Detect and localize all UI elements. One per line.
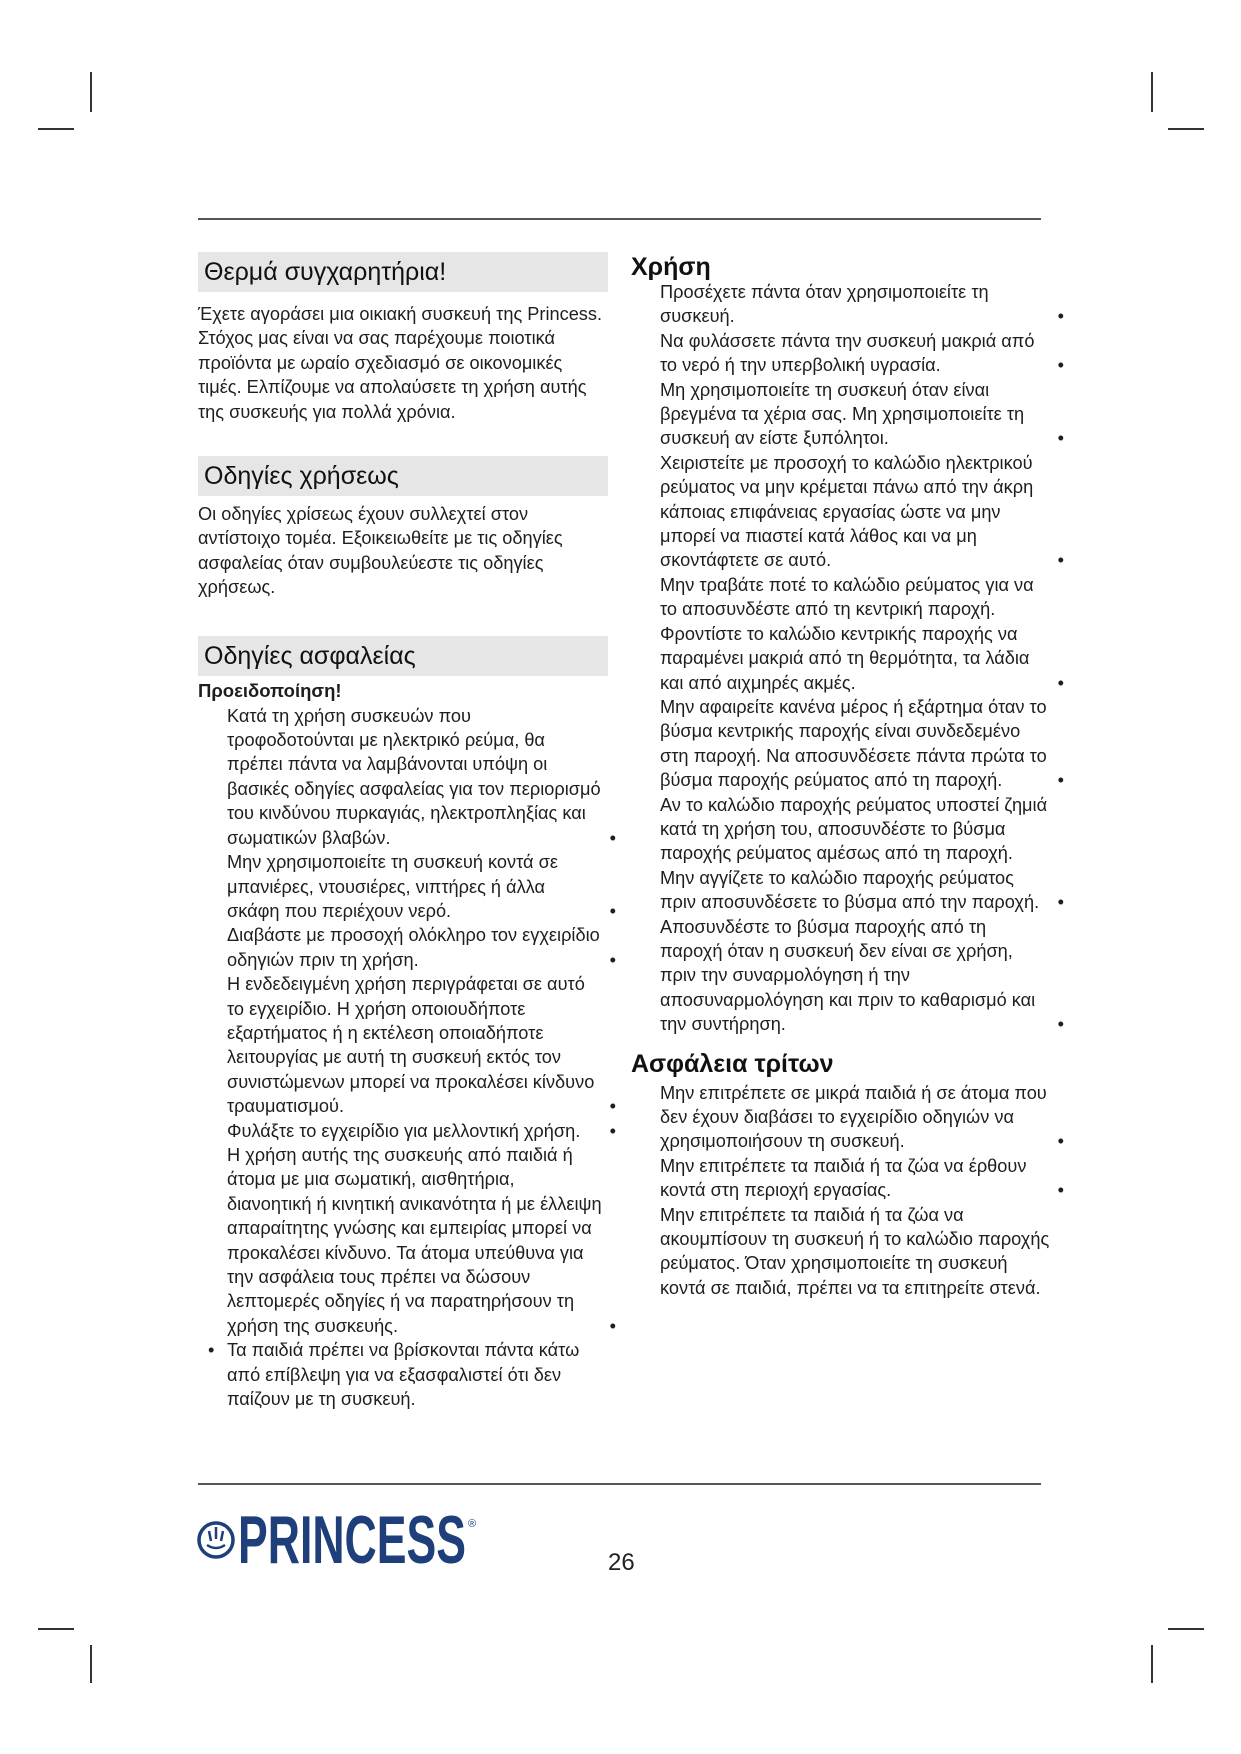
third-party-section <box>631 1049 1064 1301</box>
use-list <box>631 280 1064 1037</box>
bullet-icon: • <box>208 1340 215 1361</box>
bottom-rule <box>198 1483 1041 1485</box>
list-item: Μην επιτρέπετε σε μικρά παιδιά ή σε άτομα που δεν έχουν διαβάσει το εγχειρίδιο οδηγιών να χρησιμοποιήσουν τη συσκευή. • <box>631 1081 1056 1154</box>
registered-mark: ® <box>468 1518 477 1530</box>
bullet-icon: • <box>1057 355 1064 376</box>
list-item: Η χρήση αυτής της συσκευής από παιδιά ή άτομα με μια σωματική, αισθητήρια, διανοητική ή κινητική ανικανότητα ή με έλλειψη απαραίτητης γνώσης και εμπειρίας μπορεί να προκαλέσει κίνδυνο. Τα άτομα υπεύθυνα για την ασφάλεια τους πρέπει να δώσουν λεπτομερές οδηγίες ή να παρατηρήσουν τη χρήση της συσκευής. • <box>198 1143 608 1338</box>
bullet-icon: • <box>609 1120 616 1141</box>
list-item: Μην επιτρέπετε τα παιδιά ή τα ζώα να έρθουν κοντά στη περιοχή εργασίας. • <box>631 1154 1056 1203</box>
list-item: Αν το καλώδιο παροχής ρεύματος υποστεί ζημιά κατά τη χρήση του, αποσυνδέστε το βύσμα παροχής ρεύματος αμέσως από τη παροχή. Μην αγγίζετε το καλώδιο παροχής ρεύματος πριν αποσυνδέσετε το βύσμα από την παροχή. • <box>631 793 1056 915</box>
crest-icon <box>199 1523 233 1557</box>
bullet-icon: • <box>1057 428 1064 449</box>
list-item: Μην αφαιρείτε κανένα μέρος ή εξάρτημα όταν το βύσμα κεντρικής παροχής είναι συνδεδεμένο στη παροχή. Να αποσυνδέσετε πάντα πρώτα το βύσμα παροχής ρεύματος από τη παροχή. • <box>631 695 1056 793</box>
bullet-icon: • <box>1057 550 1064 571</box>
crop-mark <box>1168 128 1204 130</box>
crop-mark <box>90 1645 92 1683</box>
bullet-icon: • <box>1057 1131 1064 1152</box>
bullet-icon: • <box>609 949 616 970</box>
bullet-icon: • <box>609 1096 616 1117</box>
bullet-icon: • <box>1057 306 1064 327</box>
brand-name: PRINCESS <box>238 1505 466 1575</box>
list-item: Φυλάξτε το εγχειρίδιο για μελλοντική χρήση. • <box>198 1119 608 1143</box>
instructions-section <box>198 456 608 600</box>
welcome-text: Έχετε αγοράσει μια οικιακή συσκευή της Princess. Στόχος μας είναι να σας παρέχουμε ποιοτικά προϊόντα με ωραίο σχεδιασμό σε οικονομικές τιμές. Ελπίζουμε να απολαύσετε τη χρήση αυτής της συσκευής για πολλά χρόνια. <box>198 304 603 422</box>
safety-list <box>198 704 616 1412</box>
welcome-heading: Θερμά συγχαρητήρια! <box>198 252 608 292</box>
list-item: Χειριστείτε με προσοχή το καλώδιο ηλεκτρικού ρεύματος να μην κρέμεται πάνω από την άκρη κάποιας επιφάνειας εργασίας ώστε να μην μπορεί να πιαστεί κατά λάθος και να μη σκοντάφτετε σε αυτό. • <box>631 451 1056 573</box>
safety-heading: Οδηγίες ασφαλείας <box>198 636 608 676</box>
left-column <box>198 252 616 1411</box>
bullet-icon: • <box>1057 892 1064 913</box>
page-number: 26 <box>608 1549 635 1576</box>
list-item: Να φυλάσσετε πάντα την συσκευή μακριά από το νερό ή την υπερβολική υγρασία. • <box>631 329 1056 378</box>
princess-logo <box>196 1505 486 1575</box>
crop-mark <box>1151 1645 1153 1683</box>
crop-mark <box>90 72 92 112</box>
list-item: Μην τραβάτε ποτέ το καλώδιο ρεύματος για να το αποσυνδέστε από τη κεντρική παροχή. Φροντίστε το καλώδιο κεντρικής παροχής να παραμένει μακριά από τη θερμότητα, τα λάδια και από αιχμηρές ακμές. • <box>631 573 1056 695</box>
crop-mark <box>38 1628 74 1630</box>
use-heading: Χρήση <box>631 253 711 281</box>
crop-mark <box>38 128 74 130</box>
bullet-icon: • <box>609 900 616 921</box>
list-item: Η ενδεδειγμένη χρήση περιγράφεται σε αυτό το εγχειρίδιο. Η χρήση οποιουδήποτε εξαρτήματος ή η εκτέλεση οποιαδήποτε λειτουργίας με αυτή τη συσκευή εκτός τον συνιστώμενων μπορεί να προκαλέσει κίνδυνο τραυματισμού. • <box>198 972 608 1118</box>
list-item: Κατά τη χρήση συσκευών που τροφοδοτούνται με ηλεκτρικό ρεύμα, θα πρέπει πάντα να λαμβάνονται υπόψη οι βασικές οδηγίες ασφαλείας για τον περιορισμό του κινδύνου πυρκαγιάς, ηλεκτροπληξίας και σωματικών βλαβών. • <box>198 704 608 850</box>
top-rule <box>198 218 1041 220</box>
list-item: Προσέχετε πάντα όταν χρησιμοποιείτε τη συσκευή. • <box>631 280 1056 329</box>
warning-label: Προειδοποίηση! <box>198 679 342 701</box>
use-section <box>631 252 1064 1037</box>
list-item: • Τα παιδιά πρέπει να βρίσκονται πάντα κάτω από επίβλεψη για να εξασφαλιστεί ότι δεν παίζουν με τη συσκευή. <box>208 1340 580 1410</box>
right-column <box>631 252 1064 1300</box>
bullet-icon: • <box>1057 1014 1064 1035</box>
list-item: Μην χρησιμοποιείτε τη συσκευή κοντά σε μπανιέρες, ντουσιέρες, νιπτήρες ή άλλα σκάφη που περιέχουν νερό. • <box>198 850 608 923</box>
bullet-icon: • <box>609 1315 616 1336</box>
safety-section <box>198 636 616 1412</box>
list-item: Μην επιτρέπετε τα παιδιά ή τα ζώα να ακουμπίσουν τη συσκευή ή το καλώδιο παροχής ρεύματος. Όταν χρησιμοποιείτε τη συσκευή κοντά σε παιδιά, πρέπει να τα επιτηρείτε στενά. <box>660 1204 1050 1298</box>
bullet-icon: • <box>609 827 616 848</box>
bullet-icon: • <box>1057 672 1064 693</box>
welcome-section <box>198 252 608 424</box>
third-party-heading: Ασφάλεια τρίτων <box>631 1049 834 1078</box>
list-item: Αποσυνδέστε το βύσμα παροχής από τη παροχή όταν η συσκευή δεν είναι σε χρήση, πριν την συναρμολόγηση ή την αποσυναρμολόγηση και πριν το καθαρισμό και την συντήρηση. • <box>631 915 1056 1037</box>
bullet-icon: • <box>1057 770 1064 791</box>
crop-mark <box>1168 1628 1204 1630</box>
instructions-heading: Οδηγίες χρήσεως <box>198 456 608 496</box>
list-item: Διαβάστε με προσοχή ολόκληρο τον εγχειρίδιο οδηγιών πριν τη χρήση. • <box>198 923 608 972</box>
bullet-icon: • <box>1057 1180 1064 1201</box>
instructions-text: Οι οδηγίες χρίσεως έχουν συλλεχτεί στον αντίστοιχο τομέα. Εξοικειωθείτε με τις οδηγίες ασφαλείας όταν συμβουλεύεστε τις οδηγίες χρήσεως. <box>198 504 563 598</box>
list-item: Μη χρησιμοποιείτε τη συσκευή όταν είναι βρεγμένα τα χέρια σας. Μη χρησιμοποιείτε τη συσκευή αν είστε ξυπόλητοι. • <box>631 378 1056 451</box>
crop-mark <box>1151 72 1153 112</box>
third-party-list <box>631 1081 1064 1301</box>
